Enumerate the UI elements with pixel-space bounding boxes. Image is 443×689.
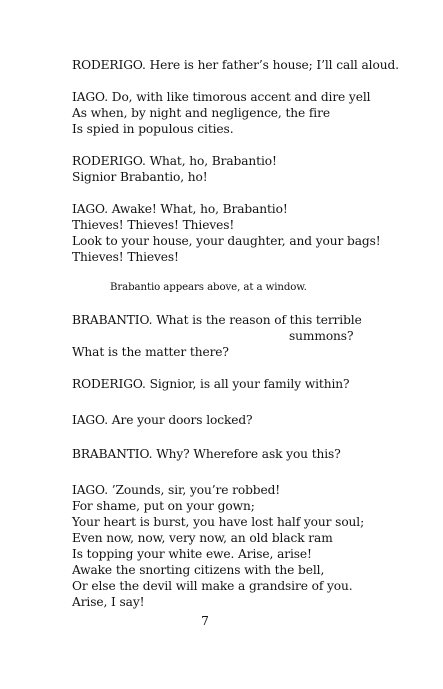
text-line: What is the matter there?	[72, 345, 229, 359]
text-line: IAGO. Are your doors locked?	[72, 413, 253, 427]
text-line: Your heart is burst, you have lost half your soul;	[72, 515, 365, 529]
text-line: Is topping your white ewe. Arise, arise!	[72, 547, 312, 561]
text-line: IAGO. Do, with like timorous accent and dire yell	[72, 90, 371, 104]
text-line: Look to your house, your daughter, and your bags!	[72, 234, 381, 248]
text-line: IAGO. ’Zounds, sir, you’re robbed!	[72, 483, 281, 497]
text-line: Signior Brabantio, ho!	[72, 170, 208, 184]
text-line: Or else the devil will make a grandsire of you.	[72, 579, 353, 593]
text-line: For shame, put on your gown;	[72, 499, 255, 513]
text-line: Arise, I say!	[72, 595, 145, 609]
text-line: BRABANTIO. Why? Wherefore ask you this?	[72, 447, 341, 461]
text-line: RODERIGO. Here is her father’s house; I’ll call aloud.	[72, 58, 399, 72]
text-line: RODERIGO. Signior, is all your family within?	[72, 377, 350, 391]
text-line: As when, by night and negligence, the fire	[72, 106, 330, 120]
text-line: RODERIGO. What, ho, Brabantio!	[72, 154, 277, 168]
text-line: Awake the snorting citizens with the bell,	[72, 563, 325, 577]
text-line: Is spied in populous cities.	[72, 122, 234, 136]
text-line: IAGO. Awake! What, ho, Brabantio!	[72, 202, 288, 216]
text-line: Thieves! Thieves! Thieves!	[72, 218, 235, 232]
text-line: Thieves! Thieves!	[72, 250, 179, 264]
text-line: Even now, now, very now, an old black ram	[72, 531, 333, 545]
text-line: BRABANTIO. What is the reason of this terrible	[72, 313, 362, 327]
page-number: 7	[201, 614, 209, 628]
stage-direction: Brabantio appears above, at a window.	[110, 282, 307, 293]
text-line-continuation: summons?	[289, 329, 354, 343]
